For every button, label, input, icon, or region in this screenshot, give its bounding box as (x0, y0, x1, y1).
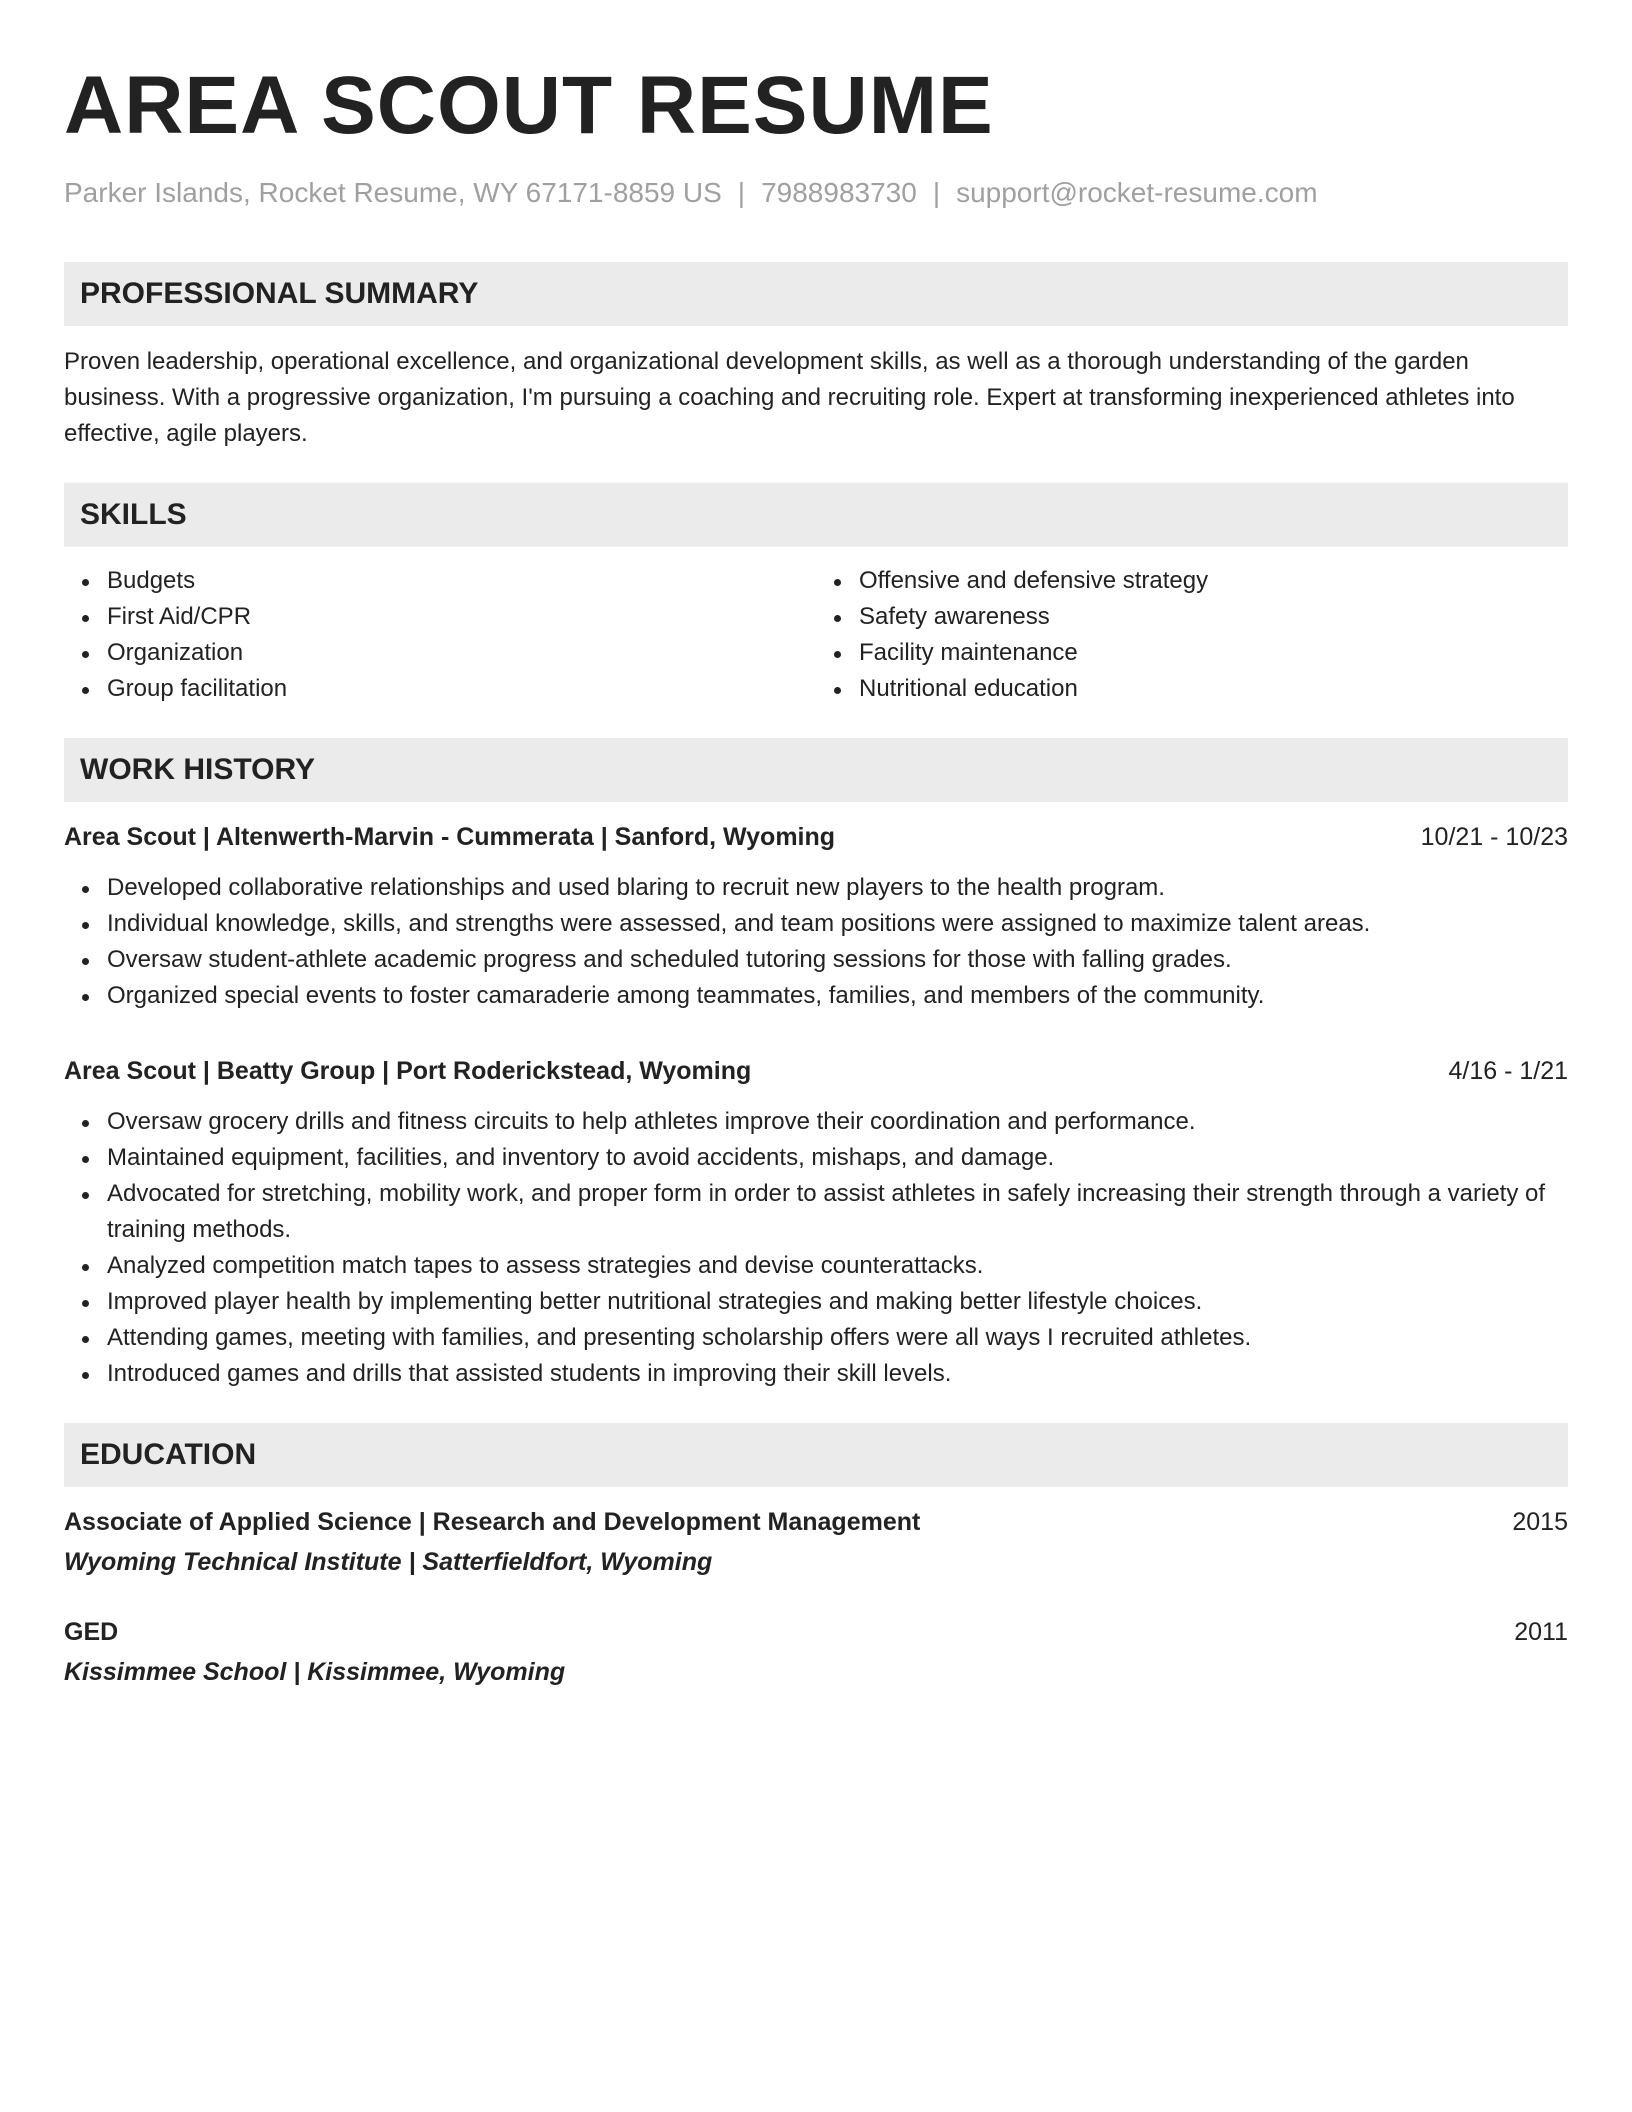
section-header-work-history: WORK HISTORY (64, 738, 1568, 802)
job-bullet: Maintained equipment, facilities, and inventory to avoid accidents, mishaps, and damage. (107, 1140, 1568, 1176)
contact-email: support@rocket-resume.com (956, 177, 1318, 208)
job-bullet: Oversaw grocery drills and fitness circuits to help athletes improve their coordination and performance. (107, 1104, 1568, 1140)
job-bullet: Improved player health by implementing better nutritional strategies and making better lifestyle choices. (107, 1284, 1568, 1320)
job-bullet: Individual knowledge, skills, and strengths were assessed, and team positions were assigned to maximize talent areas. (107, 906, 1568, 942)
contact-separator: | (737, 177, 746, 208)
skills-column-right (816, 563, 1568, 707)
education-year: 2011 (1514, 1618, 1568, 1646)
job-entry (64, 820, 1568, 1014)
job-bullet: Organized special events to foster camaraderie among teammates, families, and members of the community. (107, 978, 1568, 1014)
job-bullets (64, 870, 1568, 1014)
section-header-summary: PROFESSIONAL SUMMARY (64, 262, 1568, 326)
job-dates: 10/21 - 10/23 (1420, 823, 1568, 851)
education-school: Wyoming Technical Institute | Satterfieldfort, Wyoming (64, 1548, 713, 1576)
job-bullet: Introduced games and drills that assisted students in improving their skill levels. (107, 1356, 1568, 1392)
job-header (64, 820, 1568, 854)
education-entry (64, 1615, 1568, 1689)
skill-item: Budgets (107, 563, 816, 599)
job-bullet: Attending games, meeting with families, and presenting scholarship offers were all ways I recruited athletes. (107, 1320, 1568, 1356)
education-header (64, 1615, 1568, 1649)
skills-column-left (64, 563, 816, 707)
education-school: Kissimmee School | Kissimmee, Wyoming (64, 1658, 566, 1686)
education-degree: Associate of Applied Science | Research and Development Management (64, 1508, 921, 1536)
contact-phone: 7988983730 (761, 177, 917, 208)
education-entry (64, 1505, 1568, 1579)
resume-title: AREA SCOUT RESUME (64, 60, 994, 151)
skills-grid (64, 563, 1568, 707)
section-header-skills: SKILLS (64, 483, 1568, 547)
contact-separator: | (932, 177, 941, 208)
summary-text: Proven leadership, operational excellence, and organizational development skills, as well as a thorough understanding of the garden business. With a progressive organization, I'm pursuing a coaching and recruiting role. Expert at transforming inexperienced athletes into effective, agile players. (64, 348, 1515, 447)
job-bullet: Advocated for stretching, mobility work, and proper form in order to assist athletes in safely increasing their strength through a variety of training methods. (107, 1176, 1568, 1248)
skill-item: Organization (107, 635, 816, 671)
education-year: 2015 (1512, 1508, 1568, 1536)
skill-item: Safety awareness (859, 599, 1568, 635)
skill-item: First Aid/CPR (107, 599, 816, 635)
skill-item: Group facilitation (107, 671, 816, 707)
job-title: Area Scout | Altenwerth-Marvin - Cummerata | Sanford, Wyoming (64, 823, 836, 851)
section-header-education: EDUCATION (64, 1423, 1568, 1487)
skill-item: Offensive and defensive strategy (859, 563, 1568, 599)
job-header (64, 1054, 1568, 1088)
job-entry (64, 1054, 1568, 1392)
job-bullet: Analyzed competition match tapes to assess strategies and devise counterattacks. (107, 1248, 1568, 1284)
education-header (64, 1505, 1568, 1539)
job-bullets (64, 1104, 1568, 1392)
contact-address: Parker Islands, Rocket Resume, WY 67171-8859 US (64, 177, 722, 208)
education-degree: GED (64, 1618, 119, 1646)
job-title: Area Scout | Beatty Group | Port Roderickstead, Wyoming (64, 1057, 752, 1085)
job-dates: 4/16 - 1/21 (1448, 1057, 1568, 1085)
job-bullet: Oversaw student-athlete academic progress and scheduled tutoring sessions for those with falling grades. (107, 942, 1568, 978)
skill-item: Facility maintenance (859, 635, 1568, 671)
job-bullet: Developed collaborative relationships and used blaring to recruit new players to the health program. (107, 870, 1568, 906)
contact-line (64, 176, 1568, 210)
skill-item: Nutritional education (859, 671, 1568, 707)
